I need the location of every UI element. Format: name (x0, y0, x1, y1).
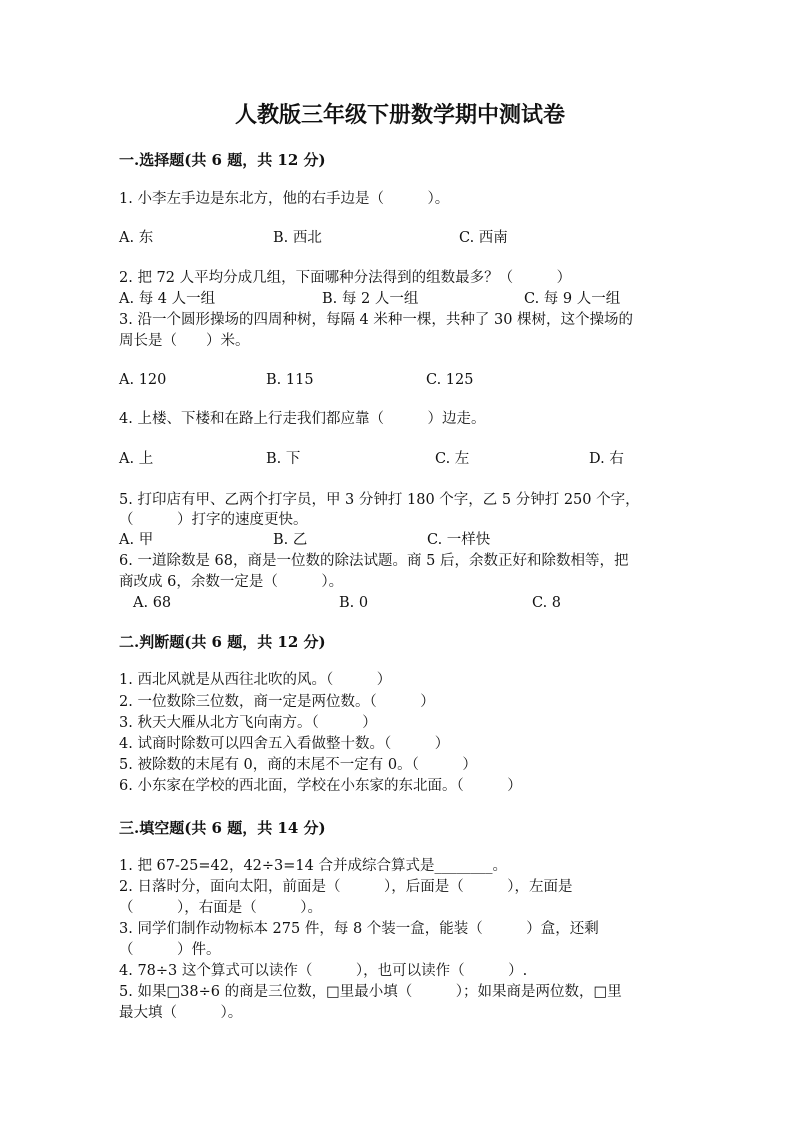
fill-line: 5. 如果□38÷6 的商是三位数，□里最小填（ ）；如果商是两位数，□里 (119, 984, 622, 1000)
option-a: A. 每 4 人一组 (119, 291, 216, 307)
option-b: B. 0 (339, 595, 369, 611)
question-3-line2: 周长是（ ）米。 (119, 333, 250, 349)
section-heading-judge: 二.判断题(共 6 题，共 12 分) (119, 633, 326, 651)
judge-item: 4. 试商时除数可以四舍五入看做整十数。（ ） (119, 736, 450, 752)
fill-line: 最大填（ ）。 (119, 1005, 243, 1021)
question-3-line1: 3. 沿一个圆形操场的四周种树，每隔 4 米种一棵，共种了 30 棵树，这个操场的 (119, 312, 634, 328)
option-b: B. 乙 (273, 532, 308, 548)
judge-item: 2. 一位数除三位数，商一定是两位数。（ ） (119, 694, 435, 710)
fill-line: 2. 日落时分，面向太阳，前面是（ ），后面是（ ），左面是 (119, 879, 573, 895)
question-5-line2: （ ）打字的速度更快。 (119, 512, 308, 528)
option-c: C. 一样快 (427, 532, 491, 548)
judge-item: 5. 被除数的末尾有 0，商的末尾不一定有 0。（ ） (119, 757, 477, 773)
option-b: B. 每 2 人一组 (322, 291, 419, 307)
judge-item: 6. 小东家在学校的西北面，学校在小东家的东北面。（ ） (119, 778, 522, 794)
question-6-line1: 6. 一道除数是 68，商是一位数的除法试题。商 5 后，余数正好和除数相等，把 (119, 553, 629, 569)
section-heading-choice: 一.选择题(共 6 题，共 12 分) (119, 151, 326, 169)
question-4: 4. 上楼、下楼和在路上行走我们都应靠（ ）边走。 (119, 411, 486, 427)
question-5-line1: 5. 打印店有甲、乙两个打字员，甲 3 分钟打 180 个字，乙 5 分钟打 250 个字， (119, 492, 640, 508)
fill-line: （ ），右面是（ ）。 (119, 900, 322, 916)
judge-item: 3. 秋天大雁从北方飞向南方。（ ） (119, 715, 377, 731)
option-a: A. 甲 (119, 532, 154, 548)
question-2: 2. 把 72 人平均分成几组，下面哪种分法得到的组数最多？（ ） (119, 270, 572, 286)
option-b: B. 西北 (273, 230, 322, 246)
option-c: C. 8 (532, 595, 562, 611)
option-c: C. 125 (426, 372, 474, 388)
option-b: B. 115 (266, 372, 314, 388)
option-a: A. 上 (119, 451, 154, 467)
fill-line: 1. 把 67-25=42，42÷3=14 合并成综合算式是________。 (119, 858, 507, 874)
option-c: C. 每 9 人一组 (524, 291, 621, 307)
judge-item: 1. 西北风就是从西往北吹的风。（ ） (119, 672, 392, 688)
option-a: A. 68 (133, 595, 172, 611)
question-1: 1. 小李左手边是东北方，他的右手边是（ ）。 (119, 191, 450, 207)
option-b: B. 下 (266, 451, 301, 467)
option-a: A. 东 (119, 230, 154, 246)
option-d: D. 右 (589, 451, 624, 467)
page-title: 人教版三年级下册数学期中测试卷 (234, 102, 565, 128)
fill-line: （ ）件。 (119, 942, 221, 958)
fill-line: 4. 78÷3 这个算式可以读作（ ），也可以读作（ ）. (119, 963, 528, 979)
option-c: C. 西南 (459, 230, 508, 246)
option-a: A. 120 (119, 372, 167, 388)
fill-line: 3. 同学们制作动物标本 275 件，每 8 个装一盒，能装（ ）盒，还剩 (119, 921, 599, 937)
option-c: C. 左 (435, 451, 470, 467)
question-6-line2: 商改成 6，余数一定是（ ）。 (119, 574, 344, 590)
section-heading-fill: 三.填空题(共 6 题，共 14 分) (119, 819, 326, 837)
